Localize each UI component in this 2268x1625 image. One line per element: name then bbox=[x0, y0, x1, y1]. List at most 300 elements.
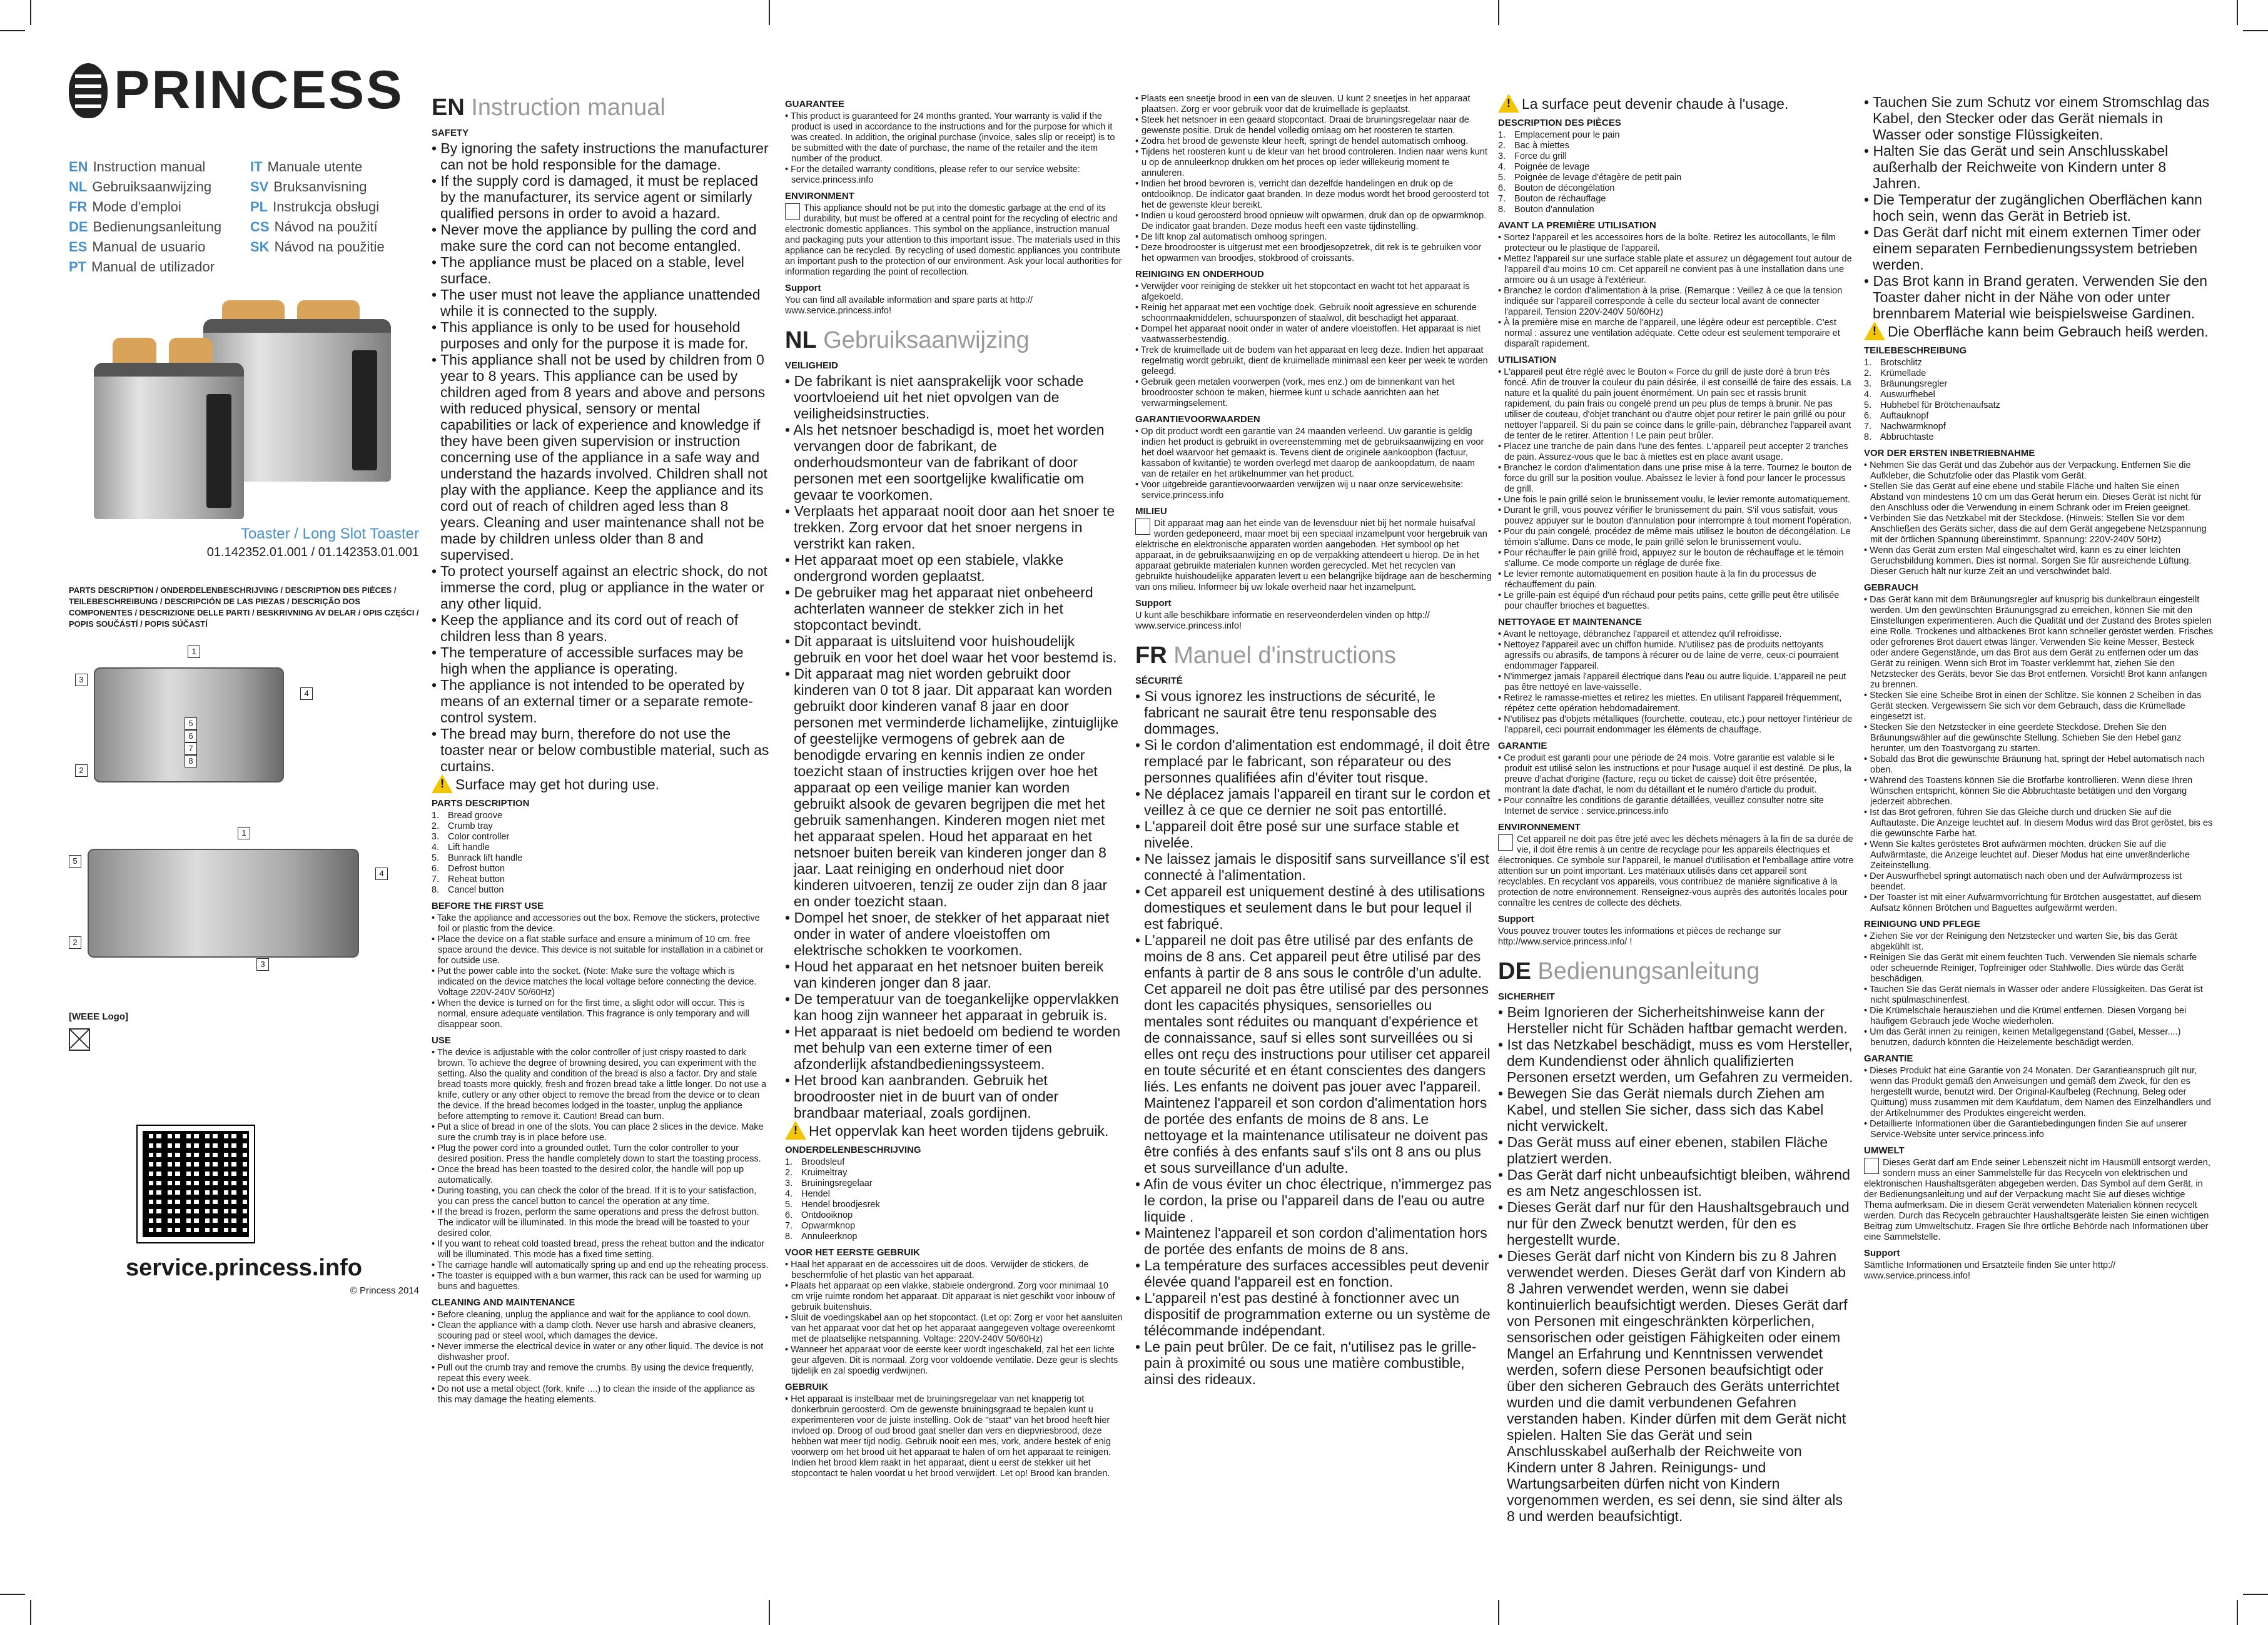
list-item: • Place the device on a flat stable surface and ensure a minimum of 10 cm. free space around the device. This device is not suitable for installation in a cabinet or for outside use. bbox=[432, 934, 769, 966]
en-use-list bbox=[432, 1048, 769, 1292]
fr-hot-warning: ! La surface peut devenir chaude à l'usage. bbox=[1498, 94, 1855, 113]
list-item: • Die Krümelschale herausziehen und die Krümel entfernen. Diesen Vorgang bei häufigem Gebrauch jede Woche wiederholen. bbox=[1864, 1006, 2214, 1027]
list-item: 5. Hubhebel für Brötchenaufsatz bbox=[1864, 400, 2000, 410]
list-item: 5. Bunrack lift handle bbox=[432, 853, 523, 863]
list-item: • Halten Sie das Gerät und sein Anschlusskabel außerhalb der Reichweite von Kindern unter 8 Jahren. bbox=[1864, 143, 2214, 191]
en-environment-heading: ENVIRONMENT bbox=[785, 191, 854, 201]
list-item: 2. Krümellade bbox=[1864, 368, 1926, 378]
list-item: 6. Defrost button bbox=[432, 864, 505, 874]
list-item: • Voor uitgebreide garantievoorwaarden verwijzen wij u naar onze servicewebsite: service.princess.info bbox=[1135, 480, 1492, 501]
list-item: • Verwijder voor reiniging de stekker uit het stopcontact en wacht tot het apparaat is afgekoeld. bbox=[1135, 281, 1492, 303]
list-item: • The bread may burn, therefore do not use the toaster near or below combustible material, such as curtains. bbox=[432, 726, 769, 774]
list-item: • Pull out the crumb tray and remove the crumbs. By using the device frequently, repeat this every week. bbox=[432, 1363, 769, 1384]
nl-support-text: U kunt alle beschikbare informatie en reserveonderdelen vinden op http:// www.service.princess.info! bbox=[1135, 610, 1430, 631]
list-item: • L'appareil doit être posé sur une surface stable et nivelée. bbox=[1135, 818, 1492, 851]
list-item: 3. Force du grill bbox=[1498, 151, 1567, 161]
weee-bin-icon bbox=[69, 1028, 90, 1051]
list-item: • Do not use a metal object (fork, knife ....) to clean the inside of the appliance as this may damage the heating elements. bbox=[432, 1384, 769, 1405]
list-item: • Gebruik geen metalen voorwerpen (vork, mes enz.) om de binnenkant van het broodrooster schoon te maken, hiermee kunt u schade aanrichten aan het verwarmingselement. bbox=[1135, 377, 1492, 409]
nl-use-heading: GEBRUIK bbox=[785, 1382, 829, 1392]
de-first-use-heading: VOR DER ERSTEN INBETRIEBNAHME bbox=[1864, 448, 2035, 458]
en-support-text: You can find all available information and spare parts at http:// www.service.princess.info! bbox=[785, 295, 1033, 316]
en-safety-list bbox=[432, 140, 769, 774]
princess-crest-icon bbox=[69, 63, 108, 118]
list-item: • Dieses Gerät darf nur für den Haushaltsgebrauch und nur für den Zweck benutzt werden, für den es hergestellt wurde. bbox=[1498, 1199, 1855, 1248]
en-nl-column bbox=[785, 94, 1123, 1479]
copyright: © Princess 2014 bbox=[350, 1285, 419, 1296]
en-guarantee-heading: GUARANTEE bbox=[785, 99, 845, 109]
list-item: • Um das Gerät innen zu reinigen, keinen Metallgegenstand (Gabel, Messer....) benutzen, dadurch könnten die Heizelemente beschädigt werden. bbox=[1864, 1027, 2214, 1048]
crop-mark bbox=[2237, 0, 2238, 25]
list-item: • De gebruiker mag het apparaat niet onbeheerd achterlaten wanneer de stekker zich in het stopcontact bevindt. bbox=[785, 584, 1123, 633]
product-photo bbox=[69, 294, 407, 519]
nl-parts-list bbox=[785, 1157, 1123, 1242]
fold-mark bbox=[1498, 0, 1499, 25]
product-title: Toaster / Long Slot Toaster bbox=[240, 525, 419, 542]
en-environment-text: This appliance should not be put into the domestic garbage at the end of its durability, but must be offered at a central point for the recycling of electric and electronic domestic appliances. This symbol on the appliance, instruction manual and packaging puts your attention to this important issue. The materials used in this appliance can be recycled. By recycling of used domestic appliances you contribute an important push to the protection of our environment. Ask your local authorities for information regarding the point of recollection. bbox=[785, 203, 1122, 277]
callout-6: 6 bbox=[185, 730, 197, 742]
de-guarantee-list bbox=[1864, 1066, 2214, 1140]
nl-heading: NL Gebruiksaanwijzing bbox=[785, 327, 1030, 353]
list-item: • Bewegen Sie das Gerät niemals durch Ziehen am Kabel, und stellen Sie sicher, dass sich das Kabel nicht verwickelt. bbox=[1498, 1085, 1855, 1134]
list-item: • Never immerse the electrical device in water or any other liquid. The device is not dishwasher proof. bbox=[432, 1342, 769, 1363]
list-item: • Si vous ignorez les instructions de sécurité, le fabricant ne saurait être tenu responsable des dommages. bbox=[1135, 688, 1492, 737]
list-item: • When the device is turned on for the first time, a slight odor will occur. This is normal, ensure adequate ventilation. This fragrance is only temporary and will disappear soon. bbox=[432, 998, 769, 1030]
callout-5: 5 bbox=[185, 717, 197, 730]
list-item: 5. Poignée de levage d'étagère de petit pain bbox=[1498, 173, 1682, 183]
list-item: • The device is adjustable with the color controller of just crispy roasted to dark brown. To achieve the degree of browning desired, you can experiment with the setting. Also the quality and condition of the bread is also a factor. Dry and stale bread toasts more quickly, fresh and frozen bread take a little longer. Do not use a knife, cutlery or any other object to remove the bread from the device or to clean the device. If the bread becomes lodged in the toaster, unplug the appliance before attempting to remove it. Caution! Bread can burn. bbox=[432, 1048, 769, 1122]
list-item: • If the bread is frozen, perform the same operations and press the defrost button. The indicator will be illuminated. In this mode the bread will be toasted to your desired color. bbox=[432, 1207, 769, 1239]
brand-logo bbox=[69, 59, 419, 121]
list-item: • Zodra het brood de gewenste kleur heeft, springt de hendel automatisch omhoog. bbox=[1135, 136, 1492, 147]
crop-mark bbox=[30, 0, 31, 25]
callout-8: 8 bbox=[185, 755, 197, 767]
en-support-heading: Support bbox=[785, 283, 821, 293]
language-item: PL Instrukcja obsługi bbox=[250, 199, 380, 215]
list-item: 6. Bouton de décongélation bbox=[1498, 183, 1615, 193]
callout-2: 2 bbox=[75, 764, 88, 777]
en-cleaning-heading: CLEANING AND MAINTENANCE bbox=[432, 1297, 575, 1308]
list-item: • The user must not leave the appliance unattended while it is connected to the supply. bbox=[432, 286, 769, 319]
list-item: • Dieses Gerät darf nicht von Kindern bis zu 8 Jahren verwendet werden. Dieses Gerät darf von Kindern ab 8 Jahren verwendet werden, wenn sie dabei kontinuierlich beaufsichtigt werden. Dieses Gerät darf von Personen mit eingeschränkten körperlichen, sensorischen oder geistigen Fähigkeiten oder einem Mangel an Erfahrung und Kenntnissen verwendet werden, sofern diese Personen beaufsichtigt oder über den sicheren Gebrauch des Geräts unterrichtet wurden und die damit verbundenen Gefahren verstanden haben. Kinder dürfen mit dem Gerät nicht spielen. Halten Sie das Gerät und sein Anschlusskabel außerhalb der Reichweite von Kindern unter 8 Jahren. Reinigungs- und Wartungsarbeiten dürfen nicht von Kindern vorgenommen werden, es sei denn, sie sind älter als 8 und werden beaufsichtigt. bbox=[1498, 1248, 1855, 1524]
de-use-heading: GEBRAUCH bbox=[1864, 582, 1918, 593]
en-use-heading: USE bbox=[432, 1035, 451, 1046]
language-item: PT Manual de utilizador bbox=[69, 259, 215, 275]
list-item: • Houd het apparaat en het netsnoer buiten bereik van kinderen jonger dan 8 jaar. bbox=[785, 958, 1123, 991]
fr-de-column bbox=[1498, 94, 1855, 1524]
nl-support-heading: Support bbox=[1135, 598, 1172, 609]
language-list bbox=[69, 159, 419, 275]
list-item: • Plug the power cord into a grounded outlet. Turn the color controller to your desired position. Press the handle completely down to start the toasting process. bbox=[432, 1143, 769, 1165]
list-item: • This appliance is only to be used for household purposes and only for the purpose it is made for. bbox=[432, 319, 769, 352]
list-item: • N'immergez jamais l'appareil électrique dans l'eau ou autre liquide. L'appareil ne peut pas être nettoyé en lave-vaisselle. bbox=[1498, 672, 1855, 693]
list-item: • Mettez l'appareil sur une surface stable plate et assurez un dégagement tout autour de l'appareil d'au moins 10 cm. Cet appareil ne convient pas à une installation dans une armoire ou à un usage à l'extérieur. bbox=[1498, 254, 1855, 286]
en-parts-list bbox=[432, 811, 769, 896]
list-item: • Nettoyez l'appareil avec un chiffon humide. N'utilisez pas de produits nettoyants agressifs ou abrasifs, de tampons à récurer ou de laine de verre, ceux-ci pourraient endommager l'appareil. bbox=[1498, 640, 1855, 672]
list-item: • Pour du pain congelé, procédez de même mais utilisez le bouton de décongélation. Le témoin s'allume. Dans ce mode, le pain grillé selon le brunissement voulu. bbox=[1498, 527, 1855, 548]
list-item: • Si le cordon d'alimentation est endommagé, il doit être remplacé par le fabricant, son réparateur ou des personnes qualifiées afin d'éviter tout risque. bbox=[1135, 737, 1492, 786]
de-support-heading: Support bbox=[1864, 1248, 1900, 1258]
list-item: • La température des surfaces accessibles peut devenir élevée quand l'appareil est en fonction. bbox=[1135, 1257, 1492, 1290]
list-item: • Beim Ignorieren der Sicherheitshinweise kann der Hersteller nicht für Schäden haftbar gemacht werden. bbox=[1498, 1004, 1855, 1036]
list-item: 3. Bräunungsregler bbox=[1864, 379, 1948, 389]
callout-4: 4 bbox=[375, 868, 388, 880]
list-item: 4. Poignée de levage bbox=[1498, 162, 1590, 172]
list-item: • Das Brot kann in Brand geraten. Verwenden Sie den Toaster daher nicht in der Nähe von oder unter brennbarem Material wie beispielsweise Gardinen. bbox=[1864, 273, 2214, 321]
cover-column bbox=[69, 59, 419, 1296]
list-item: • N'utilisez pas d'objets métalliques (fourchette, couteau, etc.) pour nettoyer l'intérieur de l'appareil, ceci pourrait endommager les éléments de chauffage. bbox=[1498, 714, 1855, 736]
list-item: • To protect yourself against an electric shock, do not immerse the cord, plug or appliance in the water or any other liquid. bbox=[432, 563, 769, 612]
list-item: • Reinigen Sie das Gerät mit einem feuchten Tuch. Verwenden Sie niemals scharfe oder scheuernde Reiniger, Topfreiniger oder Stahlwolle. Dies würde das Gerät beschädigen. bbox=[1864, 953, 2214, 985]
fr-parts-list bbox=[1498, 130, 1855, 215]
crop-mark bbox=[2243, 1594, 2268, 1595]
nl-first-use-list bbox=[785, 1260, 1123, 1377]
list-item: • Branchez le cordon d'alimentation à la prise. (Remarque : Veillez à ce que la tension indiquée sur l'appareil corresponde à celle du secteur local avant de connecter l'appareil. Tension 220V-240V 50/60Hz) bbox=[1498, 286, 1855, 318]
list-item: 3. Color controller bbox=[432, 832, 510, 842]
list-item: • Placez une tranche de pain dans l'une des fentes. L'appareil peut accepter 2 tranches de pain. Assurez-vous que le bac à miettes est en place avant usage. bbox=[1498, 442, 1855, 463]
list-item: • The toaster is equipped with a bun warmer, this rack can be used for warming up buns and baguettes. bbox=[432, 1271, 769, 1292]
list-item: • Ne laissez jamais le dispositif sans surveillance s'il est connecté à l'alimentation. bbox=[1135, 851, 1492, 883]
list-item: • Verplaats het apparaat nooit door aan het snoer te trekken. Zorg ervoor dat het snoer nergens in verstrikt kan raken. bbox=[785, 503, 1123, 552]
de-parts-heading: TEILEBESCHREIBUNG bbox=[1864, 345, 1967, 356]
list-item: 8. Bouton d'annulation bbox=[1498, 205, 1594, 215]
list-item: • De temperatuur van de toegankelijke oppervlakken kan hoog zijn wanneer het apparaat in gebruik is. bbox=[785, 991, 1123, 1023]
list-item: • Le grille-pain est équipé d'un réchaud pour petits pains, cette grille peut être utilisée pour chauffer brioches et baguettes. bbox=[1498, 590, 1855, 612]
list-item: • Durant le grill, vous pouvez vérifier le brunissement du pain. S'il vous satisfait, vous pouvez appuyer sur le bouton d'annulation pour interrompre à tout moment l'opération. bbox=[1498, 505, 1855, 527]
parts-description-heading: PARTS DESCRIPTION / ONDERDELENBESCHRIJVING / DESCRIPTION DES PIÈCES / TEILEBESCHREIBUNG / DESCRIPCIÓN DE LAS PIEZAS / DESCRIÇÃO DOS COMPONENTES / DESCRIZIONE DELLE PARTI / BESKRIVNING AV DELAR / OPIS CZĘŚCI / POPIS SOUČÁSTÍ / POPIS SÚČASTÍ bbox=[69, 585, 419, 629]
nl-environment-text: Dit apparaat mag aan het einde van de levensduur niet bij het normale huisafval worden gedeponeerd, maar moet bij een speciaal inzamelpunt voor hergebruik van elektrische en elektronische apparaten worden aangeboden. Het symbool op het apparaat, in de gebruiksaanwijzing en op de verpakking attendeert u hierop. De in het apparaat gebruikte materialen kunnen worden gerecycled. Met het recyclen van gebruikte huishoudelijke apparaten levert u een belangrijke bijdrage aan de bescherming van ons milieu. Informeer bij uw lokale overheid naar het inzamelpunt. bbox=[1135, 519, 1492, 592]
qr-code[interactable] bbox=[138, 1126, 254, 1242]
fr-support-heading: Support bbox=[1498, 914, 1534, 924]
recycle-bin-icon bbox=[785, 203, 800, 220]
list-item: • Take the appliance and accessories out the box. Remove the stickers, protective foil or plastic from the device. bbox=[432, 913, 769, 934]
list-item: • For the detailed warranty conditions, please refer to our service website: service.princess.info bbox=[785, 165, 1123, 186]
list-item: 2. Kruimeltray bbox=[785, 1168, 848, 1178]
service-website[interactable]: service.princess.info bbox=[125, 1255, 363, 1281]
list-item: • Before cleaning, unplug the appliance and wait for the appliance to cool down. bbox=[432, 1310, 769, 1320]
list-item: • Das Gerät darf nicht unbeaufsichtigt bleiben, während es am Netz angeschlossen ist. bbox=[1498, 1167, 1855, 1199]
de-safety-heading: SICHERHEIT bbox=[1498, 991, 1555, 1002]
list-item: • The carriage handle will automatically spring up and end up the reheating process. bbox=[432, 1260, 769, 1271]
fr-heading: FR Manuel d'instructions bbox=[1135, 642, 1396, 669]
list-item: • Der Toaster ist mit einer Aufwärmvorrichtung für Brötchen ausgestattet, auf diesem Aufsatz können Brötchen und Baguettes aufgewärmt werden. bbox=[1864, 893, 2214, 914]
list-item: • The temperature of accessible surfaces may be high when the appliance is operating. bbox=[432, 644, 769, 677]
de-parts-list bbox=[1864, 358, 2214, 443]
list-item: • The appliance is not intended to be operated by means of an external timer or a separate remote-control system. bbox=[432, 677, 769, 726]
list-item: 7. Bouton de réchauffage bbox=[1498, 194, 1606, 204]
list-item: 6. Auftauknopf bbox=[1864, 411, 1929, 421]
list-item: • Ziehen Sie vor der Reinigung den Netzstecker und warten Sie, bis das Gerät abgekühlt ist. bbox=[1864, 931, 2214, 953]
callout-2: 2 bbox=[69, 936, 81, 949]
callout-5: 5 bbox=[69, 855, 81, 868]
language-item: ES Manual de usuario bbox=[69, 239, 206, 255]
en-safety-heading: SAFETY bbox=[432, 128, 469, 138]
de-safety-list-continued bbox=[1864, 94, 2214, 321]
product-codes: 01.142352.01.001 / 01.142353.01.001 bbox=[206, 545, 419, 559]
list-item: 8. Annuleerknop bbox=[785, 1232, 858, 1242]
list-item: 5. Hendel broodjesrek bbox=[785, 1200, 880, 1210]
callout-1: 1 bbox=[238, 827, 250, 839]
list-item: • Ist das Brot gefroren, führen Sie das Gleiche durch und drücken Sie auf die Auftautaste. Die Anzeige leuchtet auf. In diesem Modus wird das Brot geröstet, bis es die gewünschte Farbe hat. bbox=[1864, 807, 2214, 839]
de-cleaning-list bbox=[1864, 931, 2214, 1048]
crop-mark bbox=[30, 1600, 31, 1625]
fold-mark bbox=[769, 1600, 770, 1625]
fr-support-text: Vous pouvez trouver toutes les informations et pièces de rechange sur http://www.service.princess.info/ ! bbox=[1498, 926, 1781, 947]
list-item: 8. Cancel button bbox=[432, 885, 504, 895]
toaster-image bbox=[94, 363, 244, 519]
en-column bbox=[432, 94, 769, 1405]
list-item: 2. Bac à miettes bbox=[1498, 141, 1569, 151]
list-item: • If the supply cord is damaged, it must be replaced by the manufacturer, its service agent or similarly qualified persons in order to avoid a hazard. bbox=[432, 173, 769, 221]
list-item: • Als het netsnoer beschadigd is, moet het worden vervangen door de fabrikant, de onderhoudsmonteur van de fabrikant of door personen met een soortgelijke kwalificatie om gevaar te voorkomen. bbox=[785, 422, 1123, 503]
list-item: • Nehmen Sie das Gerät und das Zubehör aus der Verpackung. Entfernen Sie die Aufkleber, die Schutzfolie oder das Plastik vom Gerät. bbox=[1864, 460, 2214, 482]
weee-label: [WEEE Logo] bbox=[69, 1011, 128, 1022]
list-item: 3. Bruiningsregelaar bbox=[785, 1178, 873, 1188]
fr-safety-heading: SÉCURITÉ bbox=[1135, 676, 1183, 686]
list-item: • Deze broodrooster is uitgerust met een broodjesopzetrek, dit rek is te gebruiken voor het opwarmen van broodjes, stokbrood of croissants. bbox=[1135, 243, 1492, 264]
list-item: 7. Opwarmknop bbox=[785, 1221, 856, 1231]
long-slot-toaster-diagram bbox=[69, 824, 419, 993]
list-item: • Sluit de voedingskabel aan op het stopcontact. (Let op: Zorg er voor het aansluiten van het apparaat voor dat het op het apparaat aangegeven voltage overeenkomt met de plaatselijke netspanning. Voltage: 220V-240V 50/60Hz) bbox=[785, 1313, 1123, 1345]
nl-fr-column bbox=[1135, 94, 1492, 1387]
list-item: • This appliance shall not be used by children from 0 year to 8 years. This appliance can be used by children aged from 8 years and above and persons with reduced physical, sensory or mental capabilities or lack of experience and knowledge if they have been given supervision or instruction concerning use of the appliance in a safe way and understand the hazards involved. Children shall not play with the appliance. Keep the appliance and its cord out of reach of children aged less than 8 years. Cleaning and user maintenance shall not be made by children unless older than 8 and supervised. bbox=[432, 352, 769, 563]
nl-cleaning-heading: REINIGING EN ONDERHOUD bbox=[1135, 269, 1264, 280]
list-item: • L'appareil n'est pas destiné à fonctionner avec un dispositif de programmation externe ou un système de télécommande indépendant. bbox=[1135, 1290, 1492, 1339]
list-item: • Ist das Netzkabel beschädigt, muss es vom Hersteller, dem Kundendienst oder ähnlich qualifizierten Personen ersetzt werden, um Gefahren zu vermeiden. bbox=[1498, 1036, 1855, 1085]
list-item: • Der Auswurfhebel springt automatisch nach oben und der Aufwärmprozess ist beendet. bbox=[1864, 871, 2214, 893]
list-item: • Retirez le ramasse-miettes et retirez les miettes. En utilisant l'appareil fréquemment, répétez cette opération hebdomadairement. bbox=[1498, 693, 1855, 714]
list-item: • Clean the appliance with a damp cloth. Never use harsh and abrasive cleaners, scouring pad or steel wool, which damages the device. bbox=[432, 1320, 769, 1342]
list-item: • Pour réchauffer le pain grillé froid, appuyez sur le bouton de réchauffage et le témoin s'allume. Ce mode comporte un réglage de durée fixe. bbox=[1498, 548, 1855, 569]
de-cleaning-heading: REINIGUNG UND PFLEGE bbox=[1864, 919, 1980, 929]
list-item: • Put a slice of bread in one of the slots. You can place 2 slices in the device. Make sure the crumb tray is in place before use. bbox=[432, 1122, 769, 1143]
nl-first-use-heading: VOOR HET EERSTE GEBRUIK bbox=[785, 1247, 920, 1258]
en-parts-heading: PARTS DESCRIPTION bbox=[432, 798, 530, 809]
fr-environment-text: Cet appareil ne doit pas être jeté avec les déchets ménagers à la fin de sa durée de vie, il doit être remis à un centre de recyclage pour les appareils électriques et électroniques. Ce symbole sur l'appareil, le manuel d'utilisation et l'emballage attire votre attention sur un point important. Les matériaux utilisés dans cet appareil sont recyclables. En recyclant vos appareils, vous contribuez de manière significative à la protection de notre environnement. Renseignez-vous auprès des autorités locales pour connaître les centres de collecte des déchets. bbox=[1498, 834, 1854, 908]
list-item: 8. Abbruchtaste bbox=[1864, 432, 1934, 442]
nl-use-list bbox=[785, 1394, 1123, 1479]
fr-environment-heading: ENVIRONNEMENT bbox=[1498, 822, 1581, 833]
list-item: • Sobald das Brot die gewünschte Bräunung hat, springt der Hebel automatisch nach oben. bbox=[1864, 754, 2214, 776]
nl-parts-heading: ONDERDELENBESCHRIJVING bbox=[785, 1145, 921, 1155]
fr-guarantee-list bbox=[1498, 753, 1855, 817]
de-heading: DE Bedienungsanleitung bbox=[1498, 958, 1760, 985]
recycle-bin-icon bbox=[1864, 1158, 1879, 1174]
list-item: • Dit apparaat mag niet worden gebruikt door kinderen van 0 tot 8 jaar. Dit apparaat kan worden gebruikt door kinderen vanaf 8 jaar en door personen met verminderde lichamelijke, zintuiglijke of geestelijke vermogens of gebrek aan de benodigde ervaring en kennis indien ze onder toezicht staan of instructies krijgen over hoe het apparaat op een veilige manier kan worden gebruikt alsook de gevaren begrijpen die met het gebruik samenhangen. Kinderen mogen niet met het apparaat spelen. Houd het apparaat en het netsnoer buiten bereik van kinderen jonger dan 8 jaar. Laat reiniging en onderhoud niet door kinderen uitvoeren, tenzij ze ouder zijn dan 8 jaar en onder toezicht staan. bbox=[785, 666, 1123, 909]
list-item: • Verbinden Sie das Netzkabel mit der Steckdose. (Hinweis: Stellen Sie vor dem Anschließen des Geräts sicher, dass die auf dem Gerät angegebene Netzspannung mit der örtlichen Spannung übereinstimmt. Spannung: 220V-240V 50Hz) bbox=[1864, 514, 2214, 545]
de-safety-list bbox=[1498, 1004, 1855, 1524]
list-item: • Plaats een sneetje brood in een van de sleuven. U kunt 2 sneetjes in het apparaat plaatsen. Zorg er voor gebruik voor dat de kruimellade is geplaatst. bbox=[1135, 94, 1492, 115]
nl-environment-heading: MILIEU bbox=[1135, 506, 1167, 517]
list-item: • Das Gerät muss auf einer ebenen, stabilen Fläche platziert werden. bbox=[1498, 1134, 1855, 1167]
recycle-bin-icon bbox=[1498, 834, 1513, 851]
list-item: • Wenn Sie kaltes geröstetes Brot aufwärmen möchten, drücken Sie auf die Aufwärmtaste, die Anzeige leuchtet auf. Dieser Modus hat eine unveränderliche Zeiteinstellung. bbox=[1864, 839, 2214, 871]
list-item: • De fabrikant is niet aansprakelijk voor schade voortvloeiend uit het niet opvolgen van de veiligheidsinstructies. bbox=[785, 373, 1123, 422]
callout-7: 7 bbox=[185, 742, 197, 755]
list-item: • Le pain peut brûler. De ce fait, n'utilisez pas le grille-pain à proximité ou sous une matière combustible, ainsi des rideaux. bbox=[1135, 1339, 1492, 1387]
de-first-use-list bbox=[1864, 460, 2214, 577]
language-item: SV Bruksanvisning bbox=[250, 179, 367, 195]
callout-3: 3 bbox=[256, 958, 269, 971]
list-item: 4. Lift handle bbox=[432, 843, 490, 853]
language-item: CS Návod na použití bbox=[250, 219, 378, 235]
list-item: • Wanneer het apparaat voor de eerste keer wordt ingeschakeld, zal het een lichte geur afgeven. Dit is normaal. Zorg voor voldoende ventilatie. Deze geur is slechts tijdelijk en zal spoedig verdwijnen. bbox=[785, 1345, 1123, 1377]
list-item: 6. Ontdooiknop bbox=[785, 1210, 853, 1220]
fr-first-use-list bbox=[1498, 233, 1855, 350]
fr-cleaning-list bbox=[1498, 629, 1855, 736]
fr-safety-list bbox=[1135, 688, 1492, 1387]
list-item: 1. Emplacement pour le pain bbox=[1498, 130, 1620, 140]
fr-first-use-heading: AVANT LA PREMIÈRE UTILISATION bbox=[1498, 220, 1656, 231]
list-item: 1. Broodsleuf bbox=[785, 1157, 845, 1167]
list-item: • Haal het apparaat en de accessoires uit de doos. Verwijder de stickers, de beschermfolie of het plastic van het apparaat. bbox=[785, 1260, 1123, 1281]
nl-hot-warning: ! Het oppervlak kan heet worden tijdens gebruik. bbox=[785, 1121, 1123, 1140]
list-item: • Plaats het apparaat op een vlakke, stabiele ondergrond. Zorg voor minimaal 10 cm vrije ruimte rondom het apparaat. Dit apparaat is niet geschikt voor inbouw of gebruik buitenshuis. bbox=[785, 1281, 1123, 1313]
nl-safety-heading: VEILIGHEID bbox=[785, 360, 839, 371]
fr-use-list bbox=[1498, 367, 1855, 612]
list-item: • Indien het brood bevroren is, verricht dan dezelfde handelingen en druk op de ontdooiknop. De indicator gaat branden. In deze modus wordt het brood geroosterd tot het de gewenste kleur bereikt. bbox=[1135, 179, 1492, 211]
warning-icon bbox=[432, 774, 453, 793]
list-item: • Trek de kruimellade uit de bodem van het apparaat en leeg deze. Indien het apparaat regelmatig wordt gebruikt, dient de kruimellade minimaal een keer per week te worden geleegd. bbox=[1135, 345, 1492, 377]
list-item: • Detaillierte Informationen über die Garantiebedingungen finden Sie auf unserer Service-Website unter service.princess.info bbox=[1864, 1119, 2214, 1140]
list-item: 1. Brotschlitz bbox=[1864, 358, 1922, 368]
language-item: SK Návod na použitie bbox=[250, 239, 385, 255]
list-item: • L'appareil peut être réglé avec le Bouton « Force du grill de juste doré à brun très foncé. Afin de trouver la couleur du pain désirée, il est conseillé de faire des essais. La nature et la qualité du pain jouent énormément. Un pain sec et rassis brunit rapidement, du pain frais ou congelé prend un peu plus de temps à brunir. Ne pas utiliser de couteau, d'objet tranchant ou d'autre objet pour retirer le pain grillé ou pour nettoyer l'appareil. Si du pain se coince dans le grille-pain, débranchez l'appareil avant de tenter de le retirer. Attention ! Le pain peut brûler. bbox=[1498, 367, 1855, 442]
list-item: • Branchez le cordon d'alimentation dans une prise mise à la terre. Tournez le bouton de force du grill sur la position voulue. Abaissez le levier à fond pour lancer le processus de grill. bbox=[1498, 463, 1855, 495]
list-item: 1. Bread groove bbox=[432, 811, 503, 821]
fold-mark bbox=[1498, 1600, 1499, 1625]
list-item: • L'appareil ne doit pas être utilisé par des enfants de moins de 8 ans. Cet appareil peut être utilisé par des enfants à partir de 8 ans sous le contrôle d'un adulte. Cet appareil ne doit pas être utilisé par des personnes dont les capacités physiques, sensorielles ou mentales sont réduites ou manquant d'expérience et de connaissance, sauf si elles sont surveillées ou si elles ont reçu des instructions pour utiliser cet appareil en toute sécurité et en étant conscientes des dangers liés. Les enfants ne doivent pas jouer avec l'appareil. Maintenez l'appareil et son cordon d'alimentation hors de portée des enfants de moins de 8 ans. Le nettoyage et la maintenance utilisateur ne doivent pas être confiés à des enfants sauf s'ils ont 8 ans ou plus et sous surveillance d'un adulte. bbox=[1135, 932, 1492, 1176]
language-item: FR Mode d'emploi bbox=[69, 199, 181, 215]
list-item: • Dit apparaat is uitsluitend voor huishoudelijk gebruik en voor het doel waar het voor bestemd is. bbox=[785, 633, 1123, 666]
list-item: • The appliance must be placed on a stable, level surface. bbox=[432, 254, 769, 286]
language-item: IT Manuale utente bbox=[250, 159, 363, 175]
list-item: • Wenn das Gerät zum ersten Mal eingeschaltet wird, kann es zu einer leichten Geruchsbildung kommen. Dies ist normal. Sorgen Sie für ausreichende Lüftung. Dieser Geruch hält nur kurze Zeit an und verschwindet bald. bbox=[1864, 545, 2214, 577]
warning-icon bbox=[1498, 94, 1519, 113]
list-item: • Het apparaat moet op een stabiele, vlakke ondergrond worden geplaatst. bbox=[785, 552, 1123, 584]
callout-1: 1 bbox=[188, 645, 200, 658]
list-item: • Tauchen Sie zum Schutz vor einem Stromschlag das Kabel, den Stecker oder das Gerät niemals in Wasser oder sonstige Flüssigkeiten. bbox=[1864, 94, 2214, 143]
list-item: • Het apparaat is niet bedoeld om bediend te worden met behulp van een externe timer of een afzonderlijk afstandbedieningssysteem. bbox=[785, 1023, 1123, 1072]
list-item: • Dompel het snoer, de stekker of het apparaat niet onder in water of andere vloeistoffen om elektrische schokken te voorkomen. bbox=[785, 909, 1123, 958]
de-column bbox=[1864, 94, 2214, 1282]
fr-cleaning-heading: NETTOYAGE ET MAINTENANCE bbox=[1498, 617, 1643, 627]
list-item: 7. Reheat button bbox=[432, 874, 505, 884]
nl-safety-list bbox=[785, 373, 1123, 1121]
list-item: • Once the bread has been toasted to the desired color, the handle will pop up automatically. bbox=[432, 1165, 769, 1186]
list-item: • À la première mise en marche de l'appareil, une légère odeur est perceptible. C'est normal : assurez une ventilation adéquate. Cette odeur est seulement temporaire et disparaît rapidement. bbox=[1498, 318, 1855, 350]
toaster-diagram bbox=[69, 642, 419, 811]
nl-use-list-continued bbox=[1135, 94, 1492, 264]
list-item: • Stellen Sie das Gerät auf eine ebene und stabile Fläche und halten Sie einen Abstand von mindestens 10 cm um das Gerät herum ein. Dieses Gerät ist nicht für den Anschluss oder die Verwendung in einem Schrank oder im Freien geeignet. bbox=[1864, 482, 2214, 514]
list-item: • Das Gerät darf nicht mit einem externen Timer oder einem separaten Fernbedienungssystem betrieben werden. bbox=[1864, 224, 2214, 273]
de-support-text: Sämtliche Informationen und Ersatzteile finden Sie unter http:// www.service.princess.info! bbox=[1864, 1260, 2116, 1281]
en-cleaning-list bbox=[432, 1310, 769, 1405]
en-first-use-list bbox=[432, 913, 769, 1030]
list-item: • During toasting, you can check the color of the bread. If it is to your satisfaction, you can press the cancel button to cancel the operation at any time. bbox=[432, 1186, 769, 1207]
callout-4: 4 bbox=[300, 687, 313, 700]
list-item: • Cet appareil est uniquement destiné à des utilisations domestiques et seulement dans le but pour lequel il est fabriqué. bbox=[1135, 883, 1492, 932]
list-item: 2. Crumb tray bbox=[432, 821, 493, 831]
list-item: • If you want to reheat cold toasted bread, press the reheat button and the indicator will be illuminated. This mode has a fixed time setting. bbox=[432, 1239, 769, 1260]
list-item: • De lift knop zal automatisch omhoog springen. bbox=[1135, 232, 1492, 243]
list-item: • Afin de vous éviter un choc électrique, n'immergez pas le cordon, la prise ou l'appareil dans de l'eau ou autre liquide . bbox=[1135, 1176, 1492, 1225]
crop-mark bbox=[2243, 30, 2268, 31]
warning-icon bbox=[1864, 321, 1885, 340]
fr-parts-heading: DESCRIPTION DES PIÈCES bbox=[1498, 118, 1621, 128]
list-item: • Ce produit est garanti pour une période de 24 mois. Votre garantie est valable si le produit est utilisé selon les instructions et pour l'usage auquel il est destiné. De plus, la preuve d'achat d'origine (facture, reçu ou ticket de caisse) doit être présentée, montrant la date d'achat, le nom du détaillant et le numéro d'article du produit. bbox=[1498, 753, 1855, 796]
crop-mark bbox=[2237, 1600, 2238, 1625]
list-item: • Op dit product wordt een garantie van 24 maanden verleend. Uw garantie is geldig indien het product is gebruikt in overeenstemming met de gebruiksaanwijzing en voor het doel waarvoor het gemaakt is. Tevens dient de originele aankoopbon (factuur, kassabon of kwitantie) te worden overlegd met daarop de aankoopdatum, de naam van de retailer en het artikelnummer van het product. bbox=[1135, 427, 1492, 480]
list-item: • Steek het netsnoer in een geaard stopcontact. Draai de bruiningsregelaar naar de gewenste positie. Druk de hendel volledig omlaag om het roosteren te starten. bbox=[1135, 115, 1492, 136]
callout-3: 3 bbox=[75, 674, 88, 686]
list-item: • Put the power cable into the socket. (Note: Make sure the voltage which is indicated on the device matches the local voltage before connecting the device. Voltage 220V-240V 50/60Hz) bbox=[432, 966, 769, 998]
list-item: 7. Nachwärmknopf bbox=[1864, 422, 1946, 432]
list-item: • Indien u koud geroosterd brood opnieuw wilt opwarmen, druk dan op de opwarmknop. De indicator gaat branden. Deze modus heeft een vaste tijdinstelling. bbox=[1135, 211, 1492, 232]
list-item: • Während des Toastens können Sie die Brotfarbe kontrollieren. Wenn diese Ihren Wünschen entspricht, können Sie die Abbruchtaste betätigen und den Vorgang jederzeit abbrechen. bbox=[1864, 776, 2214, 807]
de-environment-heading: UMWELT bbox=[1864, 1145, 1905, 1156]
en-hot-warning: ! Surface may get hot during use. bbox=[432, 774, 769, 793]
de-use-list bbox=[1864, 595, 2214, 914]
list-item: • This product is guaranteed for 24 months granted. Your warranty is valid if the product is used in accordance to the instructions and for the purpose for which it was created. In addition, the original purchase (invoice, sales slip or receipt) is to be submitted with the date of purchase, the name of the retailer and the item number of the product. bbox=[785, 111, 1123, 165]
nl-guarantee-list bbox=[1135, 427, 1492, 501]
de-environment-text: Dieses Gerät darf am Ende seiner Lebenszeit nicht im Hausmüll entsorgt werden, sondern muss an einer Sammelstelle für das Recyceln von elektrischen und elektronischen Haushaltsgeräten abgegeben werden. Das Symbol auf dem Gerät, in der Bedienungsanleitung und auf der Verpackung macht Sie auf dieses wichtige Thema aufmerksam. Die in diesem Gerät verwendeten Materialien können recycelt werden. Durch das Recyceln gebrauchter Haushaltsgeräte leisten Sie einen wichtigen Beitrag zum Umweltschutz. Fragen Sie Ihre örtliche Behörde nach Informationen über eine Sammelstelle. bbox=[1864, 1158, 2210, 1242]
list-item: • Stecken Sie eine Scheibe Brot in einen der Schlitze. Sie können 2 Scheiben in das Gerät stecken. Vergewissern Sie sich vor dem Gebrauch, dass die Krümellade eingesetzt ist. bbox=[1864, 691, 2214, 722]
list-item: • Stecken Sie den Netzstecker in eine geerdete Steckdose. Drehen Sie den Bräunungswähler auf die gewünschte Stellung. Schieben Sie den Hebel ganz herunter, um den Toastvorgang zu starten. bbox=[1864, 722, 2214, 754]
warning-icon bbox=[785, 1121, 806, 1140]
list-item: • Reinig het apparaat met een vochtige doek. Gebruik nooit agressieve en schurende schoonmaakmiddelen, schuursponzen of staalwol, dit beschadigt het apparaat. bbox=[1135, 303, 1492, 324]
list-item: 4. Hendel bbox=[785, 1189, 830, 1199]
list-item: • Never move the appliance by pulling the cord and make sure the cord can not become entangled. bbox=[432, 221, 769, 254]
list-item: • Maintenez l'appareil et son cordon d'alimentation hors de portée des enfants de moins de 8 ans. bbox=[1135, 1225, 1492, 1257]
list-item: • Het apparaat is instelbaar met de bruiningsregelaar van net knapperig tot donkerbruin geroosterd. Om de gewenste bruiningsgraad te bepalen kunt u experimenteren voor de juiste instelling. Ook de "staat" van het brood heeft hier invloed op. Droog of oud brood gaat sneller dan vers en diepvriesbrood, deze hebben wat meer tijd nodig. Gebruik nooit een mes, vork, andere bestek of enig voorwerp om het brood uit het apparaat te halen of om het apparaat te reinigen. Indien het brood klem raakt in het apparaat, dient u eerst de stekker uit het stopcontact te halen voordat u het brood verwijdert. Let op! Brood kan branden. bbox=[785, 1394, 1123, 1479]
language-item: DE Bedienungsanleitung bbox=[69, 219, 222, 235]
nl-cleaning-list bbox=[1135, 281, 1492, 409]
list-item: • Ne déplacez jamais l'appareil en tirant sur le cordon et veillez à ce que ce dernier ne soit pas entortillé. bbox=[1135, 786, 1492, 818]
list-item: • Une fois le pain grillé selon le brunissement voulu, le levier remonte automatiquement. bbox=[1498, 495, 1855, 505]
language-item: NL Gebruiksaanwijzing bbox=[69, 179, 212, 195]
brand-name: PRINCESS bbox=[114, 60, 404, 120]
en-heading: EN Instruction manual bbox=[432, 94, 666, 121]
crop-mark bbox=[0, 30, 25, 31]
list-item: • Le levier remonte automatiquement en position haute à la fin du processus de réchauffement du pain. bbox=[1498, 569, 1855, 590]
list-item: • Dompel het apparaat nooit onder in water of andere vloeistoffen. Het apparaat is niet vaatwasserbestendig. bbox=[1135, 324, 1492, 345]
de-guarantee-heading: GARANTIE bbox=[1864, 1053, 1913, 1064]
fr-guarantee-heading: GARANTIE bbox=[1498, 741, 1547, 751]
recycle-bin-icon bbox=[1135, 519, 1150, 535]
list-item: • Pour connaître les conditions de garantie détaillées, veuillez consulter notre site Internet de service : service.princess.info bbox=[1498, 796, 1855, 817]
list-item: • Avant le nettoyage, débranchez l'appareil et attendez qu'il refroidisse. bbox=[1498, 629, 1855, 640]
list-item: • Dieses Produkt hat eine Garantie von 24 Monaten. Der Garantieanspruch gilt nur, wenn das Produkt gemäß den Anweisungen und gemäß dem Zweck, für den es hergestellt wurde, benutzt wird. Der Original-Kaufbeleg (Rechnung, Beleg oder Quittung) muss zusammen mit dem Kaufdatum, dem Namen des Einzelhändlers und der Artikelnummer des Produktes eingereicht werden. bbox=[1864, 1066, 2214, 1119]
list-item: • Het brood kan aanbranden. Gebruik het broodrooster niet in de buurt van of onder brandbaar materiaal, zoals gordijnen. bbox=[785, 1072, 1123, 1121]
list-item: • By ignoring the safety instructions the manufacturer can not be hold responsible for the damage. bbox=[432, 140, 769, 173]
en-guarantee-list bbox=[785, 111, 1123, 186]
crop-mark bbox=[0, 1594, 25, 1595]
language-item: EN Instruction manual bbox=[69, 159, 206, 175]
nl-guarantee-heading: GARANTIEVOORWAARDEN bbox=[1135, 414, 1260, 425]
en-first-use-heading: BEFORE THE FIRST USE bbox=[432, 901, 544, 911]
list-item: • Keep the appliance and its cord out of reach of children less than 8 years. bbox=[432, 612, 769, 644]
list-item: • Tijdens het roosteren kunt u de kleur van het brood controleren. Indien naar wens kunt u op de annuleerknop drukken om het proces op ieder willekeurig moment te annuleren. bbox=[1135, 147, 1492, 179]
de-hot-warning: ! Die Oberfläche kann beim Gebrauch heiß werden. bbox=[1864, 321, 2214, 340]
list-item: • Tauchen Sie das Gerät niemals in Wasser oder andere Flüssigkeiten. Das Gerät ist nicht spülmaschinenfest. bbox=[1864, 985, 2214, 1006]
list-item: • Das Gerät kann mit dem Bräunungsregler auf knusprig bis dunkelbraun eingestellt werden. Um den gewünschten Bräunungsgrad zu erreichen, können Sie mit den Einstellungen experimentieren. Auch die Qualität und der Zustand des Brotes spielen eine Rolle. Trockenes und altbackenes Brot kann schneller geröstet werden. Frisches oder gefrorenes Brot dauert etwas länger. Verwenden Sie keine Messer, Besteck oder andere Gegenstände, um das Brot aus dem Gerät zu entfernen oder um das Gerät zu reinigen. Wenn sich Brot im Toaster verklemmt hat, ziehen Sie den Netzstecker des Geräts, bevor Sie das Brot entfernen. Vorsicht! Brot kann anfangen zu brennen. bbox=[1864, 595, 2214, 691]
fr-use-heading: UTILISATION bbox=[1498, 355, 1557, 365]
list-item: • Sortez l'appareil et les accessoires hors de la boîte. Retirez les autocollants, le film protecteur ou le plastique de l'appareil. bbox=[1498, 233, 1855, 254]
list-item: • Die Temperatur der zugänglichen Oberflächen kann hoch sein, wenn das Gerät in Betrieb ist. bbox=[1864, 191, 2214, 224]
list-item: 4. Auswurfhebel bbox=[1864, 390, 1935, 400]
fold-mark bbox=[769, 0, 770, 25]
